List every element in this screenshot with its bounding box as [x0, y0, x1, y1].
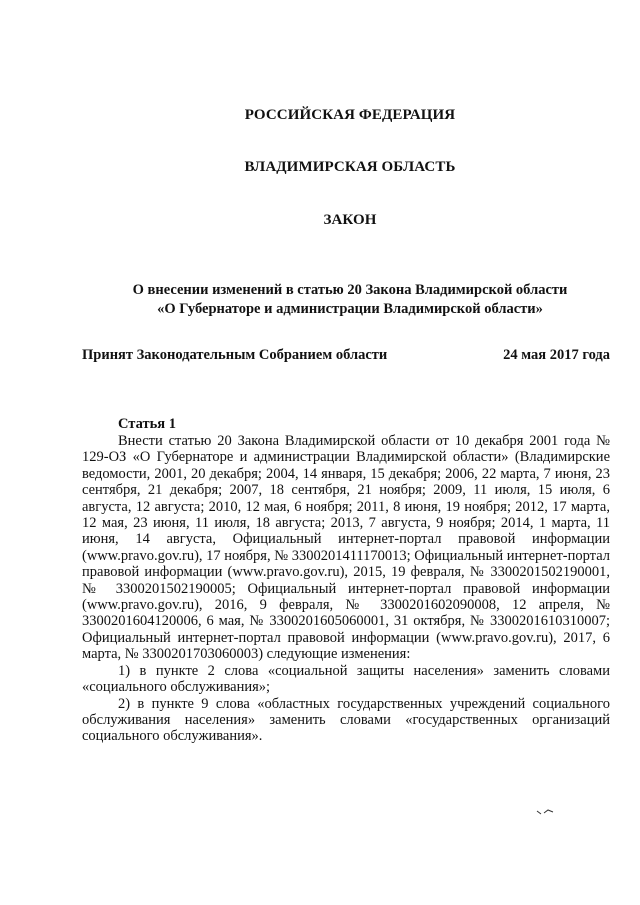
adoption-line: [82, 347, 610, 364]
article-intro-paragraph: Внести статью 20 Закона Владимирской области от 10 декабря 2001 года № 129-ОЗ «О Губернаторе и администрации Владимирской области» (Владимирские ведомости, 2001, 20 декабря; 2004, 14 января, 15 декабря; 2006, 22 марта, 7 июня, 23 сентября, 21 декабря; 2007, 18 сентября, 21 ноября; 2009, 11 июля, 15 июля, 6 августа, 12 августа; 2010, 12 мая, 6 ноября; 2011, 8 июня, 19 ноября; 2012, 17 марта, 12 мая, 23 июня, 11 июля, 18 августа; 2013, 7 августа, 9 ноября; 2014, 1 марта, 11 июня, 14 августа, Официальный интернет-портал правовой информации (www.pravo.gov.ru), 17 ноября, № 3300201411170013; Официальный интернет-портал правовой информации (www.pravo.gov.ru), 2015, 19 февраля, № 3300201502190001, № 3300201502190005; Официальный интернет-портал правовой информации (www.pravo.gov.ru), 2016, 9 февраля, № 3300201602090008, 12 апреля, № 3300201604120006, 6 мая, № 3300201605060001, 31 октября, № 3300201610310007; Официальный интернет-портал правовой информации (www.pravo.gov.ru), 2017, 6 марта, № 3300201703060003) следующие изменения:: [82, 433, 610, 663]
pen-mark: [536, 808, 554, 816]
header-country: РОССИЙСКАЯ ФЕДЕРАЦИЯ: [244, 107, 456, 123]
article-item-1: 1) в пункте 2 слова «социальной защиты населения» заменить словами «социального обслуживания»;: [82, 662, 610, 696]
header-doc-type: ЗАКОН: [323, 212, 377, 228]
law-title-line-2: «О Губернаторе и администрации Владимирской области»: [157, 301, 543, 317]
article-item-2: 2) в пункте 9 слова «областных государственных учреждений социального обслуживания населения» заменить словами «государственных организаций социального обслуживания».: [82, 695, 610, 745]
article-heading: Статья 1: [118, 416, 176, 432]
adopted-by: Принят Законодательным Собранием области: [82, 347, 388, 363]
adoption-date: 24 мая 2017 года: [503, 347, 610, 363]
header-region: ВЛАДИМИРСКАЯ ОБЛАСТЬ: [244, 159, 456, 175]
law-title-line-1: О внесении изменений в статью 20 Закона Владимирской области: [132, 282, 568, 298]
article-body: [82, 433, 610, 745]
